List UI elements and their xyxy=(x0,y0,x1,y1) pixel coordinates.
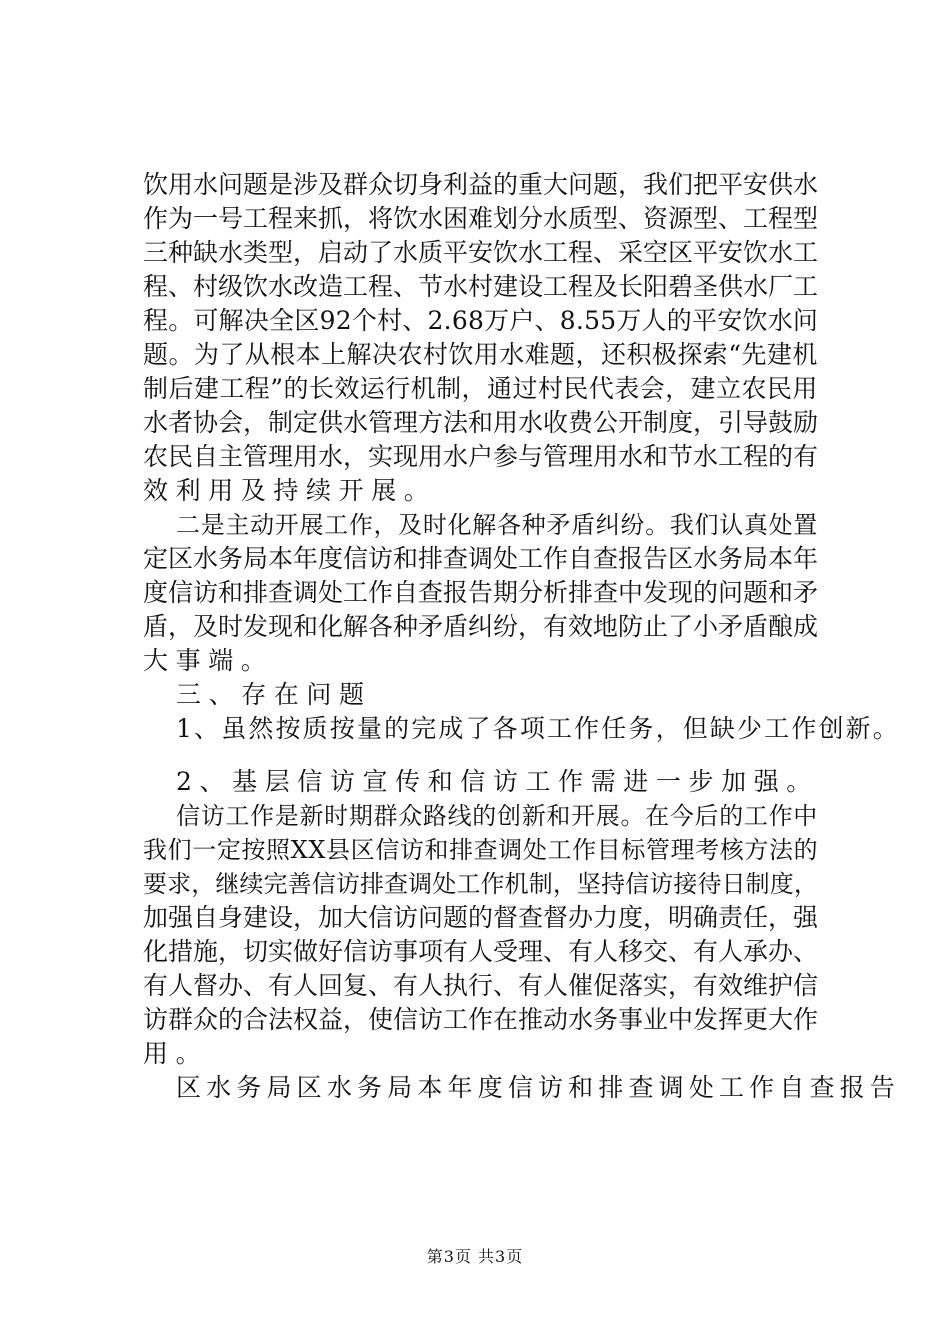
text-line: 大事端。 xyxy=(143,646,274,675)
text-line: 有人督办、有人回复、有人执行、有人催促落实，有效维护信 xyxy=(143,971,819,1000)
text-line: 程。可解决全区92个村、2.68万户、8.55万人的平安饮水问 xyxy=(143,306,819,335)
text-line: 三、存在问题 xyxy=(176,680,372,709)
text-line: 加强自身建设，加大信访问题的督查督办力度，明确责任，强 xyxy=(143,903,819,932)
text-line: 水者协会，制定供水管理方法和用水收费公开制度，引导鼓励 xyxy=(143,408,819,437)
text-line: 作为一号工程来抓，将饮水困难划分水质型、资源型、工程型 xyxy=(143,204,819,233)
text-line: 我们一定按照XX县区信访和排查调处工作目标管理考核方法的 xyxy=(143,836,819,864)
text-line: 化措施，切实做好信访事项有人受理、有人移交、有人承办、 xyxy=(143,937,819,966)
text-line: 饮用水问题是涉及群众切身利益的重大问题，我们把平安供水 xyxy=(143,170,819,199)
text-line: 1、虽然按质按量的完成了各项工作任务，但缺少工作创新。 xyxy=(176,714,900,743)
text-line: 要求，继续完善信访排查调处工作机制，坚持信访接待日制度， xyxy=(143,870,818,898)
page-footer: 第3页 共3页 xyxy=(426,1247,524,1266)
text-line: 制后建工程”的长效运行机制，通过村民代表会，建立农民用 xyxy=(143,374,818,403)
text-line: 盾，及时发现和化解各种矛盾纠纷，有效地防止了小矛盾酿成 xyxy=(143,612,819,641)
text-line: 题。为了从根本上解决农村饮用水难题，还积极探索“先建机 xyxy=(143,340,818,369)
text-line: 农民自主管理用水，实现用水户参与管理用水和节水工程的有 xyxy=(143,442,819,471)
text-line: 信访工作是新时期群众路线的创新和开展。在今后的工作中 xyxy=(176,802,818,830)
text-line: 访群众的合法权益，使信访工作在推动水务事业中发挥更大作 xyxy=(143,1005,819,1034)
text-line: 定区水务局本年度信访和排查调处工作自查报告区水务局本年 xyxy=(143,544,819,573)
text-line: 用。 xyxy=(143,1039,209,1068)
text-line: 二是主动开展工作，及时化解各种矛盾纠纷。我们认真处置 xyxy=(176,511,818,539)
text-line: 2、基层信访宣传和信访工作需进一步加强。 xyxy=(176,767,819,796)
text-line: 效利用及持续开展。 xyxy=(143,476,437,505)
text-line: 程、村级饮水改造工程、节水村建设工程及长阳碧圣供水厂工 xyxy=(143,272,819,301)
text-line: 度信访和排查调处工作自查报告期分析排查中发现的问题和矛 xyxy=(143,578,819,607)
text-line: 三种缺水类型，启动了水质平安饮水工程、采空区平安饮水工 xyxy=(143,238,819,267)
text-line: 区水务局区水务局本年度信访和排查调处工作自查报告 xyxy=(176,1073,901,1102)
